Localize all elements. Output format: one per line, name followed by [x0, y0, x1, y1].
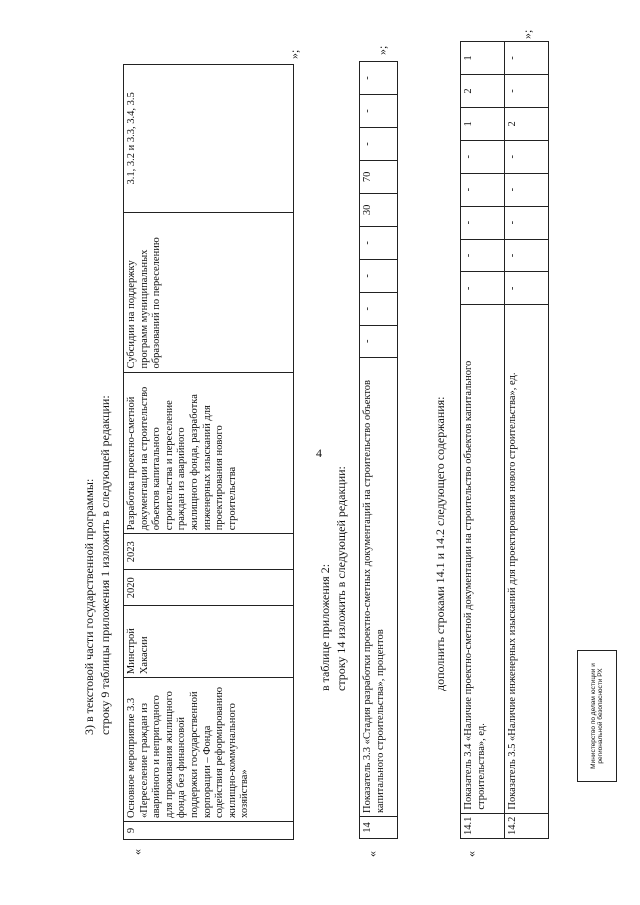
page-number: 4 — [316, 446, 322, 460]
table3-row1-value: 1 — [461, 107, 505, 140]
table3-row1-value: - — [461, 272, 505, 305]
table3-row2-value: - — [505, 173, 549, 206]
table3-row2-value: - — [505, 206, 549, 239]
table-row — [461, 42, 505, 839]
table2-cell-num: 14 — [360, 817, 398, 839]
table3-row2-num: 14.2 — [505, 813, 549, 838]
table3-row1-value: 2 — [461, 74, 505, 107]
table3-row1-num: 14.1 — [461, 813, 505, 838]
table2-cell-value: - — [360, 292, 398, 325]
table2-close-quote: »; — [375, 45, 389, 55]
table1-cell-num: 9 — [124, 822, 294, 840]
table3-row1-value: - — [461, 140, 505, 173]
table3-row2-label: Показатель 3.5 «Наличие инженерных изысканий для проектирования нового строительства», ед. — [505, 305, 549, 813]
table2-cell-value: - — [360, 62, 398, 95]
table1-cell-result: Разработка проектно-сметной документации на строительство объектов капитального строительства и переселение граждан из аварийного жилищного фонда, разработка инженерных изысканий для проектирования нового строительства — [124, 372, 294, 534]
table3-row1-value: - — [461, 206, 505, 239]
para3-line-1: дополнить строками 14.1 и 14.2 следующего содержания: — [433, 396, 447, 691]
ministry-stamp — [577, 650, 617, 782]
table1-cell-start-year: 2020 — [124, 570, 294, 606]
table-row — [124, 65, 294, 840]
table2-open-quote: « — [365, 851, 379, 857]
table1-cell-event: Основное мероприятие 3.3 «Переселение граждан из аварийного и непригодного для проживания жилищного фонда без финансовой поддержки государственной корпорации – Фонда содействия реформированию жилищно-коммунального хозяйства» — [124, 678, 294, 822]
table1-cell-executor: Минстрой Хакасии — [124, 606, 294, 678]
table3-row1-label: Показатель 3.4 «Наличие проектно-сметной документации на строительство объектов капитального строительства», ед. — [461, 305, 505, 813]
table3-close-quote: »; — [520, 29, 534, 39]
table1-close-quote: »; — [287, 49, 301, 59]
table-row — [505, 42, 549, 839]
table1-cell-subsidy: Субсидии на поддержку программ муниципальных образований по переселению — [124, 212, 294, 372]
intro-line-2: строку 9 таблицы приложения 1 изложить в следующей редакции: — [98, 395, 112, 735]
stamp-text: Министерство по делам юстиции и региональной безопасности РХ — [589, 663, 604, 769]
table-row — [360, 62, 398, 839]
table3-row1-value: 1 — [461, 42, 505, 75]
table3-row1-value: - — [461, 239, 505, 272]
table3-row2-value: - — [505, 272, 549, 305]
table2-cell-label: Показатель 3.3 «Стадия разработки проектно-сметных документаций на строительство объектов капитального строительства», процентов — [360, 357, 398, 816]
table1-open-quote: « — [130, 849, 144, 855]
indicators-table-row-14 — [359, 61, 398, 839]
table2-cell-value: 30 — [360, 193, 398, 226]
table2-cell-value: - — [360, 127, 398, 160]
table3-row2-value: - — [505, 140, 549, 173]
intro-line-1: 3) в текстовой части государственной программы: — [82, 478, 96, 735]
table3-row2-value: - — [505, 239, 549, 272]
table3-open-quote: « — [464, 851, 478, 857]
table1-cell-indicators: 3.1, 3.2 и 3.3, 3.4, 3.5 — [124, 65, 294, 213]
para2-line-2: строку 14 изложить в следующей редакции: — [334, 466, 348, 691]
table3-row2-value: - — [505, 74, 549, 107]
table3-row1-value: - — [461, 173, 505, 206]
indicators-table-rows-14-1-14-2 — [460, 41, 549, 839]
table2-cell-value: - — [360, 95, 398, 128]
program-table-row-9 — [123, 64, 294, 840]
table1-cell-end-year: 2023 — [124, 534, 294, 570]
table2-cell-value: 70 — [360, 160, 398, 193]
table3-row2-value: 2 — [505, 107, 549, 140]
table2-cell-value: - — [360, 325, 398, 357]
table3-row2-value: - — [505, 42, 549, 75]
table2-cell-value: - — [360, 226, 398, 259]
table2-cell-value: - — [360, 259, 398, 292]
para2-line-1: в таблице приложения 2: — [318, 563, 332, 691]
